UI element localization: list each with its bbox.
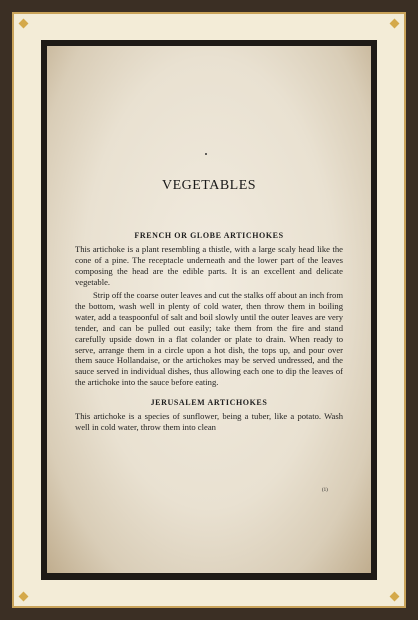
section-heading-jerusalem-artichokes: JERUSALEM ARTICHOKES — [150, 398, 268, 408]
corner-ornament-icon — [19, 592, 29, 602]
page-body — [75, 231, 343, 433]
page-speck — [205, 153, 207, 155]
paragraph: Strip off the coarse outer leaves and cut the stalks off about an inch from the bottom, wash well in plenty of cold water, then throw them in boiling water, add a teaspoonful of salt and boil slowly until the outer leaves are very tender, and can be pulled out easily; take them from the fire and stand carefully upside down in a flat colander or plate to drain. When ready to serve, arrange them in a circle upon a hot dish, the tops up, and pour over them sauce Hollandaise, or the artichokes may be served undressed, and the sauce served in individual dishes, thus allowing each one to dip the leaves of the artichoke into the sauce before eating. — [75, 289, 343, 388]
corner-ornament-icon — [390, 592, 400, 602]
paragraph: This artichoke is a plant resembling a thistle, with a large scaly head like the cone of a pine. The receptacle underneath and the lower part of the leaves composing the head are the edible parts. It is an excellent and delicate vegetable. — [75, 243, 343, 287]
section-heading-french-artichokes: FRENCH OR GLOBE ARTICHOKES — [134, 231, 284, 240]
corner-ornament-icon — [390, 19, 400, 29]
footnote-mark: (1) — [322, 488, 328, 493]
corner-ornament-icon — [19, 19, 29, 29]
page-title: VEGETABLES — [161, 178, 257, 193]
paragraph: This artichoke is a species of sunflower, being a tuber, like a potato. Wash well in cold water, throw them into clean — [75, 411, 343, 433]
